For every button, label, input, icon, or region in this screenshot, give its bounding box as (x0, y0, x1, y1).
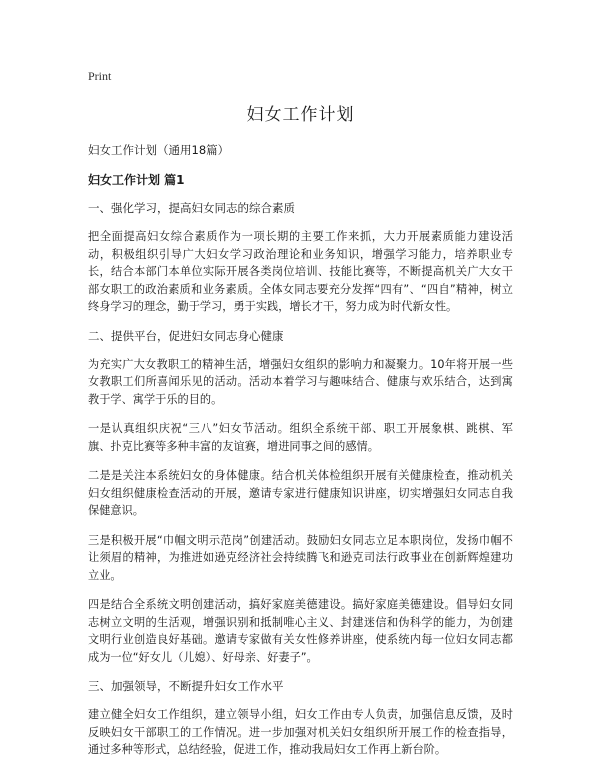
heading-3: 三、加强领导，不断提升妇女工作水平 (88, 679, 284, 693)
paragraph-7: 建立健全妇女工作组织，建立领导小组，妇女工作由专人负责，加强信息反馈，及时反映妇女干部职工的工作情况。进一步加强对机关妇女组织所开展工作的检查指导，通过多种等形式，总结经验，促进工作，推动我局妇女工作再上新台阶。 (88, 708, 513, 756)
heading-1: 一、强化学习，提高妇女同志的综合素质 (88, 201, 295, 215)
document-subtitle: 妇女工作计划（通用18篇） (88, 143, 230, 157)
paragraph-3: 一是认真组织庆祝“三八”妇女节活动。组织全系统干部、职工开展象棋、跳棋、军旗、扑克比赛等多种丰富的友谊赛，增进同事之间的感情。 (88, 422, 513, 453)
heading-2: 二、提供平台，促进妇女同志身心健康 (88, 328, 284, 343)
paragraph-4: 二是是关注本系统妇女的身体健康。结合机关体检组织开展有关健康检查，推动机关妇女组织健康检查活动的开展，邀请专家进行健康知识讲座，切实增强妇女同志自我保健意识。 (88, 469, 513, 517)
paragraph-2: 为充实广大女教职工的精神生活，增强妇女组织的影响力和凝聚力。10年将开展一些女教职工们所喜闻乐见的活动。活动本着学习与趣味结合、健康与欢乐结合，达到寓教于学、寓学于乐的目的。 (88, 357, 513, 406)
document-page (88, 68, 513, 771)
print-label[interactable]: Print (88, 69, 112, 83)
paragraph-1: 把全面提高妇女综合素质作为一项长期的主要工作来抓，大力开展素质能力建设活动，积极组织引导广大妇女学习政治理论和业务知识，增强学习能力，培养职业专长，结合本部门本单位实际开展各类岗位培训、技能比赛等，不断提高机关广大女干部女职工的政治素质和业务素质。全体女同志要充分发挥“四有”、“四自”精神，树立终身学习的理念，勤于学习，勇于实践，增长才干，努力成为时代新女性。 (88, 230, 513, 313)
document-title: 妇女工作计划 (246, 105, 355, 125)
paragraph-5: 三是积极开展“巾帼文明示范岗”创建活动。鼓励妇女同志立足本职岗位，发扬巾帼不让须眉的精神，为推进如逊克经济社会持续腾飞和逊克司法行政事业在创新辉煌建功立业。 (88, 533, 513, 582)
section-title: 妇女工作计划 篇1 (88, 173, 185, 187)
paragraph-6: 四是结合全系统文明创建活动，搞好家庭美德建设。搞好家庭美德建设。倡导妇女同志树立文明的生活观，增强识别和抵制唯心主义、封建迷信和伪科学的能力，为创建文明行业创造良好基础。邀请专家做有关女性修养讲座，使系统内每一位妇女同志都成为一位“好女儿（儿媳）、好母亲、好妻子”。 (88, 598, 513, 664)
